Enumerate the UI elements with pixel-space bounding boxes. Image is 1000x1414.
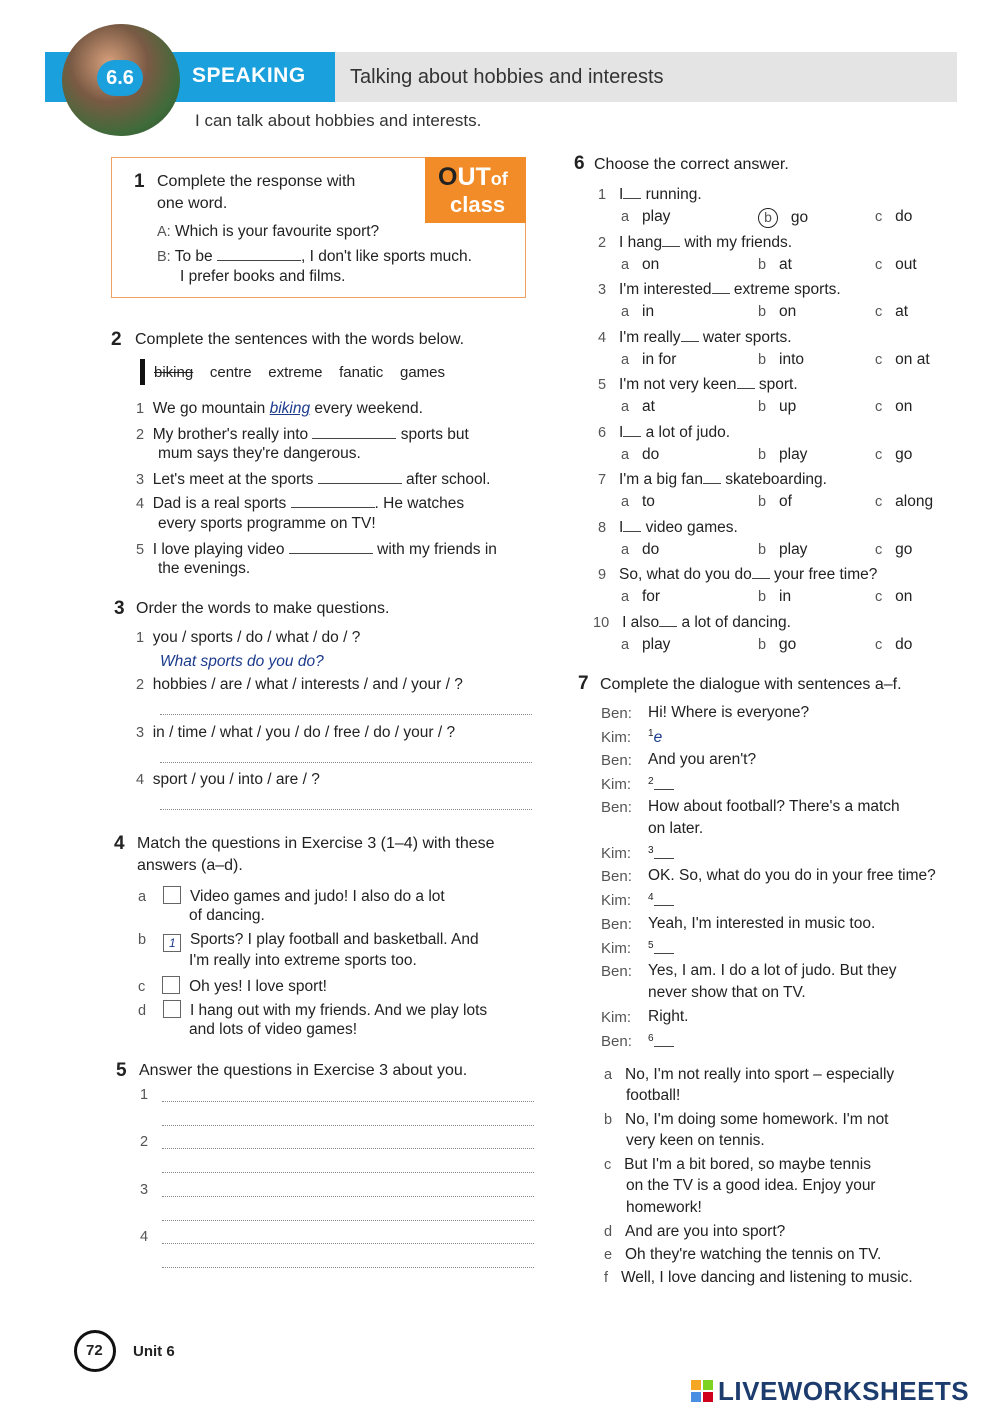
dialogue-gap-2[interactable]: 2 bbox=[648, 775, 674, 795]
exercise-1-instruction-2: one word. bbox=[157, 195, 228, 212]
option-e: e Oh they're watching the tennis on TV. bbox=[604, 1246, 882, 1263]
ex6-option-3-b[interactable]: b on bbox=[758, 303, 797, 320]
dialogue-line-3-cont: on later. bbox=[648, 820, 704, 837]
ex4-answer-a: a Video games and judo! I also do a lot bbox=[138, 888, 445, 905]
option-b: b No, I'm doing some homework. I'm not bbox=[604, 1111, 889, 1128]
speaker-ben: Ben: bbox=[601, 799, 632, 816]
ex6-option-8-b[interactable]: b play bbox=[758, 541, 808, 558]
ex6-question-9: 9 So, what do you do your free time? bbox=[598, 566, 878, 583]
can-do-statement: I can talk about hobbies and interests. bbox=[195, 111, 482, 130]
ex2-blank-5[interactable] bbox=[289, 539, 373, 554]
ex3-question-2: 2 hobbies / are / what / interests / and / your / ? bbox=[136, 676, 463, 693]
ex4-answer-c: c Oh yes! I love sport! bbox=[138, 978, 327, 995]
speaker-kim: Kim: bbox=[601, 729, 631, 746]
ex6-option-4-b[interactable]: b into bbox=[758, 351, 804, 368]
ex1-line-a: A: Which is your favourite sport? bbox=[157, 223, 380, 240]
ex5-line-4a[interactable] bbox=[162, 1243, 534, 1244]
exercise-5-instruction: Answer the questions in Exercise 3 about you. bbox=[139, 1062, 468, 1079]
ex6-option-8-c[interactable]: c go bbox=[875, 541, 913, 558]
dialogue-gap-6[interactable]: 6 bbox=[648, 1032, 674, 1052]
word-fanatic: fanatic bbox=[339, 364, 384, 381]
ex6-option-5-b[interactable]: b up bbox=[758, 398, 797, 415]
option-f: f Well, I love dancing and listening to music. bbox=[604, 1269, 913, 1286]
ex2-sentence-5-line-2: the evenings. bbox=[158, 560, 251, 577]
ex2-sentence-5: 5 I love playing video with my friends in bbox=[136, 541, 497, 558]
ex6-question-8: 8 I video games. bbox=[598, 519, 738, 536]
ex5-number-4: 4 bbox=[140, 1229, 149, 1245]
ex1-line-b: B: To be , I don't like sports much. bbox=[157, 248, 472, 265]
exercise-4-instruction-2: answers (a–d). bbox=[137, 857, 243, 874]
ex5-line-3b[interactable] bbox=[162, 1220, 534, 1221]
ex3-question-3: 3 in / time / what / you / do / free / do / your / ? bbox=[136, 724, 456, 741]
word-games: games bbox=[399, 364, 446, 381]
option-c-line-3: homework! bbox=[626, 1199, 702, 1216]
dialogue-line-2: And you aren't? bbox=[648, 751, 757, 768]
ex2-sentence-3: 3 Let's meet at the sports after school. bbox=[136, 471, 491, 488]
exercise-4-number: 4 bbox=[114, 833, 125, 854]
ex6-option-4-c[interactable]: c on at bbox=[875, 351, 930, 368]
ex3-answer-line-4[interactable] bbox=[160, 809, 532, 810]
ex4-answer-a-line-2: of dancing. bbox=[189, 907, 265, 924]
speaker-kim: Kim: bbox=[601, 940, 631, 957]
ex6-option-3-c[interactable]: c at bbox=[875, 303, 909, 320]
speaker-ben: Ben: bbox=[601, 1033, 632, 1050]
ex4-answer-d: d I hang out with my friends. And we play lots bbox=[138, 1002, 488, 1019]
speaker-ben: Ben: bbox=[601, 705, 632, 722]
speaker-kim: Kim: bbox=[601, 776, 631, 793]
ex6-option-2-c[interactable]: c out bbox=[875, 256, 917, 273]
ex1-blank[interactable] bbox=[217, 246, 301, 261]
ex4-answer-d-line-2: and lots of video games! bbox=[189, 1021, 358, 1038]
ex6-option-9-b[interactable]: b in bbox=[758, 588, 792, 605]
ex2-sentence-1: 1 We go mountain biking every weekend. bbox=[136, 400, 423, 417]
ex6-question-7: 7 I'm a big fan skateboarding. bbox=[598, 471, 827, 488]
exercise-7-instruction: Complete the dialogue with sentences a–f. bbox=[600, 676, 902, 693]
lesson-subtitle: Talking about hobbies and interests bbox=[350, 66, 664, 88]
liveworksheets-logo-icon bbox=[691, 1380, 713, 1402]
ex6-option-7-b[interactable]: b of bbox=[758, 493, 792, 510]
ex6-option-10-b[interactable]: b go bbox=[758, 636, 797, 653]
ex4-answer-b: b 1 Sports? I play football and basketball. And bbox=[138, 931, 479, 950]
dialogue-gap-4[interactable]: 4 bbox=[648, 891, 674, 911]
ex5-number-1: 1 bbox=[140, 1087, 149, 1103]
ex6-option-10-a[interactable]: a play bbox=[621, 636, 671, 653]
ex3-answer-line-2[interactable] bbox=[160, 714, 532, 715]
option-a: a No, I'm not really into sport – especially bbox=[604, 1066, 895, 1083]
ex3-answer-1: What sports do you do? bbox=[160, 653, 324, 670]
exercise-7-number: 7 bbox=[578, 673, 589, 694]
ex6-option-1-a[interactable]: a play bbox=[621, 208, 671, 225]
ex6-option-6-b[interactable]: b play bbox=[758, 446, 808, 463]
ex6-option-4-a[interactable]: a in for bbox=[621, 351, 677, 368]
ex2-sentence-2-line-2: mum says they're dangerous. bbox=[158, 445, 361, 462]
ex6-option-2-b[interactable]: b at bbox=[758, 256, 792, 273]
ex6-option-1-b[interactable]: b go bbox=[758, 208, 808, 228]
ex6-question-2: 2 I hang with my friends. bbox=[598, 234, 793, 251]
word-centre: centre bbox=[209, 364, 252, 381]
exercise-4-instruction: Match the questions in Exercise 3 (1–4) with these bbox=[137, 835, 495, 852]
dialogue-line-1: Hi! Where is everyone? bbox=[648, 704, 810, 721]
ex6-question-5: 5 I'm not very keen sport. bbox=[598, 376, 798, 393]
liveworksheets-brand[interactable]: LIVEWORKSHEETS bbox=[718, 1376, 970, 1406]
ex6-option-10-c[interactable]: c do bbox=[875, 636, 913, 653]
exercise-2-number: 2 bbox=[111, 329, 122, 350]
option-b-line-2: very keen on tennis. bbox=[626, 1132, 765, 1149]
word-box-bar bbox=[140, 359, 145, 385]
speaker-kim: Kim: bbox=[601, 892, 631, 909]
ex2-blank-3[interactable] bbox=[318, 469, 402, 484]
dialogue-line-7: Right. bbox=[648, 1008, 689, 1025]
dialogue-gap-3[interactable]: 3 bbox=[648, 844, 674, 864]
exercise-1-instruction: Complete the response with bbox=[157, 173, 356, 190]
option-c-line-2: on the TV is a good idea. Enjoy your bbox=[626, 1177, 876, 1194]
word-biking: biking bbox=[154, 364, 194, 381]
exercise-5-number: 5 bbox=[116, 1060, 127, 1081]
ex2-blank-4[interactable] bbox=[291, 493, 375, 508]
ex6-option-5-c[interactable]: c on bbox=[875, 398, 913, 415]
ex4-answer-b-line-2: I'm really into extreme sports too. bbox=[189, 952, 417, 969]
ex5-line-2a[interactable] bbox=[162, 1148, 534, 1149]
exercise-2-instruction: Complete the sentences with the words below. bbox=[135, 331, 465, 348]
speaker-ben: Ben: bbox=[601, 868, 632, 885]
ex4-box-c[interactable] bbox=[162, 976, 180, 994]
out-of-class-class: class bbox=[450, 192, 506, 217]
ex6-question-6: 6 I a lot of judo. bbox=[598, 424, 731, 441]
dialogue-line-3: How about football? There's a match bbox=[648, 798, 900, 815]
ex6-option-6-c[interactable]: c go bbox=[875, 446, 913, 463]
option-a-line-2: football! bbox=[626, 1087, 681, 1104]
speaker-ben: Ben: bbox=[601, 963, 632, 980]
ex6-option-6-a[interactable]: a do bbox=[621, 446, 660, 463]
ex3-question-4: 4 sport / you / into / are / ? bbox=[136, 771, 320, 788]
section-title: SPEAKING bbox=[192, 64, 306, 87]
ex4-box-d[interactable] bbox=[163, 1000, 181, 1018]
dialogue-line-6-cont: never show that on TV. bbox=[648, 984, 806, 1001]
ex6-option-3-a[interactable]: a in bbox=[621, 303, 655, 320]
ex5-line-1a[interactable] bbox=[162, 1101, 534, 1102]
exercise-3-instruction: Order the words to make questions. bbox=[136, 600, 390, 617]
ex6-option-9-c[interactable]: c on bbox=[875, 588, 913, 605]
exercise-6-number: 6 bbox=[574, 153, 585, 174]
dialogue-gap-1[interactable]: $^1$e bbox=[648, 728, 663, 747]
ex6-question-4: 4 I'm really water sports. bbox=[598, 329, 792, 346]
speaker-kim: Kim: bbox=[601, 1009, 631, 1026]
ex6-option-7-c[interactable]: c along bbox=[875, 493, 934, 510]
ex4-box-a[interactable] bbox=[163, 886, 181, 904]
ex6-option-1-c[interactable]: c do bbox=[875, 208, 913, 225]
ex2-sentence-2: 2 My brother's really into sports but bbox=[136, 426, 469, 443]
dialogue-line-6: Yes, I am. I do a lot of judo. But they bbox=[648, 962, 897, 979]
ex5-line-1b[interactable] bbox=[162, 1125, 534, 1126]
ex5-number-3: 3 bbox=[140, 1182, 149, 1198]
dialogue-line-4: OK. So, what do you do in your free time? bbox=[648, 867, 936, 884]
ex4-box-b[interactable]: 1 bbox=[163, 934, 181, 952]
ex6-question-3: 3 I'm interested extreme sports. bbox=[598, 281, 841, 298]
option-c: c But I'm a bit bored, so maybe tennis bbox=[604, 1156, 871, 1173]
speaker-ben: Ben: bbox=[601, 752, 632, 769]
ex6-option-5-a[interactable]: a at bbox=[621, 398, 655, 415]
ex5-number-2: 2 bbox=[140, 1134, 149, 1150]
ex3-answer-line-3[interactable] bbox=[160, 762, 532, 763]
word-box bbox=[154, 364, 445, 381]
ex2-sentence-4-line-2: every sports programme on TV! bbox=[158, 515, 376, 532]
word-extreme: extreme bbox=[268, 364, 323, 381]
ex2-sentence-4: 4 Dad is a real sports . He watches bbox=[136, 495, 465, 512]
speaker-kim: Kim: bbox=[601, 845, 631, 862]
ex3-question-1: 1 you / sports / do / what / do / ? bbox=[136, 629, 361, 646]
ex6-option-7-a[interactable]: a to bbox=[621, 493, 655, 510]
ex6-option-8-a[interactable]: a do bbox=[621, 541, 660, 558]
unit-label: Unit 6 bbox=[133, 1343, 175, 1360]
ex2-blank-2[interactable] bbox=[312, 424, 396, 439]
ex6-question-10: 10 I also a lot of dancing. bbox=[593, 614, 791, 631]
ex6-option-9-a[interactable]: a for bbox=[621, 588, 661, 605]
ex5-line-4b[interactable] bbox=[162, 1267, 534, 1268]
out-of-class-label: OUTof bbox=[438, 163, 508, 191]
ex6-question-1: 1 I running. bbox=[598, 186, 702, 203]
option-d: d And are you into sport? bbox=[604, 1223, 786, 1240]
ex1-line-b2: I prefer books and films. bbox=[180, 268, 346, 285]
page-number: 72 bbox=[86, 1342, 103, 1359]
ex5-line-3a[interactable] bbox=[162, 1196, 534, 1197]
dialogue-line-5: Yeah, I'm interested in music too. bbox=[648, 915, 876, 932]
ex6-option-2-a[interactable]: a on bbox=[621, 256, 660, 273]
ex5-line-2b[interactable] bbox=[162, 1172, 534, 1173]
lesson-badge: 6.6 bbox=[97, 60, 143, 96]
exercise-6-instruction: Choose the correct answer. bbox=[594, 156, 789, 173]
speaker-ben: Ben: bbox=[601, 916, 632, 933]
dialogue-gap-5[interactable]: 5 bbox=[648, 939, 674, 959]
exercise-3-number: 3 bbox=[114, 598, 125, 619]
exercise-1-number: 1 bbox=[134, 171, 145, 192]
